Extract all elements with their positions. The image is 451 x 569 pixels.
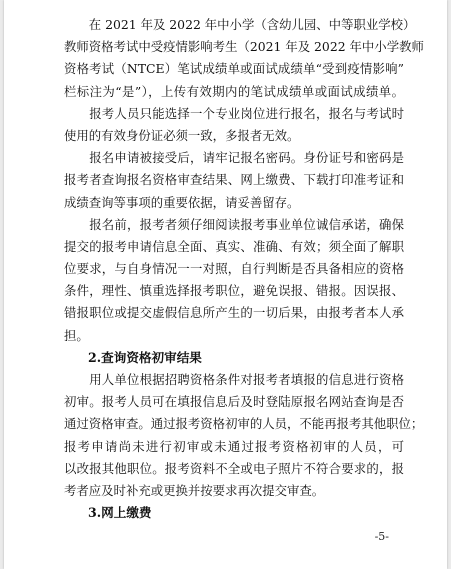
- text-line: 提交的报考申请信息全面、真实、准确、有效；须全面了解职: [64, 238, 404, 254]
- text-line: 位要求，与自身情况一一对照，自行判断是否具备相应的资格: [64, 261, 404, 277]
- paragraph-epidemic-candidates: [64, 14, 424, 103]
- text-line: 初审。报考人员可在填报信息后及时登陆原报名网站查询是否: [64, 394, 404, 410]
- text-line: 报考人员只能选择一个专业岗位进行报名，报名与考试时: [64, 105, 404, 121]
- document-page: [4, 0, 447, 569]
- text-line: 用人单位根据招聘资格条件对报考者填报的信息进行资格: [64, 372, 404, 387]
- paragraph-integrity-commitment: [64, 214, 404, 347]
- text-line: 考者应及时补充或更换并按要求再次提交审查。: [64, 482, 325, 498]
- text-line: 报考申请尚未进行初审或未通过报考资格初审的人员，可: [64, 438, 404, 454]
- section-heading-qualification-review: 2.查询资格初审结果: [88, 349, 202, 365]
- text-line: 使用的有效身份证必须一致，多报者无效。: [64, 127, 300, 143]
- document-body: [64, 14, 424, 524]
- page-number: -5-: [374, 530, 389, 543]
- text-line: 报名前，报考者须仔细阅读报考事业单位诚信承诺，确保: [64, 216, 404, 232]
- section-heading-online-payment: 3.网上缴费: [88, 505, 152, 521]
- text-line: 通过资格审查。通过报考资格初审的人员，不能再报考其他职位；: [64, 416, 424, 432]
- text-line: 成绩查询等事项的重要依据，请妥善留存。: [64, 194, 300, 210]
- text-line: 报考者查询报名资格审查结果、网上缴费、下载打印准考证和: [64, 172, 404, 188]
- text-line: 栏标注为“是”），上传有效期内的笔试成绩单或面试成绩单。: [64, 83, 404, 99]
- text-line: 错报职位或提交虚假信息所产生的一切后果，由报考者本人承: [64, 305, 404, 321]
- text-line: 条件，理性、慎重选择报考职位，避免误报、错报。因误报、: [64, 283, 404, 299]
- text-line: 在 2021 年及 2022 年中小学（含幼儿园、中等职业学校）: [64, 17, 416, 32]
- paragraph-password: [64, 147, 404, 214]
- paragraph-single-position: [64, 103, 404, 147]
- text-line: 资格考试（NTCE）笔试成绩单或面试成绩单“受到疫情影响”: [64, 61, 404, 77]
- text-line: 以改报其他职位。报考资料不全或电子照片不符合要求的，报: [64, 460, 404, 476]
- text-line: 教师资格考试中受疫情影响考生（2021 年及 2022 年中小学教师: [64, 39, 424, 55]
- text-line: 报名申请被接受后，请牢记报名密码。身份证号和密码是: [64, 150, 404, 166]
- text-line: 担。: [64, 327, 89, 343]
- paragraph-qualification-review: [64, 369, 424, 502]
